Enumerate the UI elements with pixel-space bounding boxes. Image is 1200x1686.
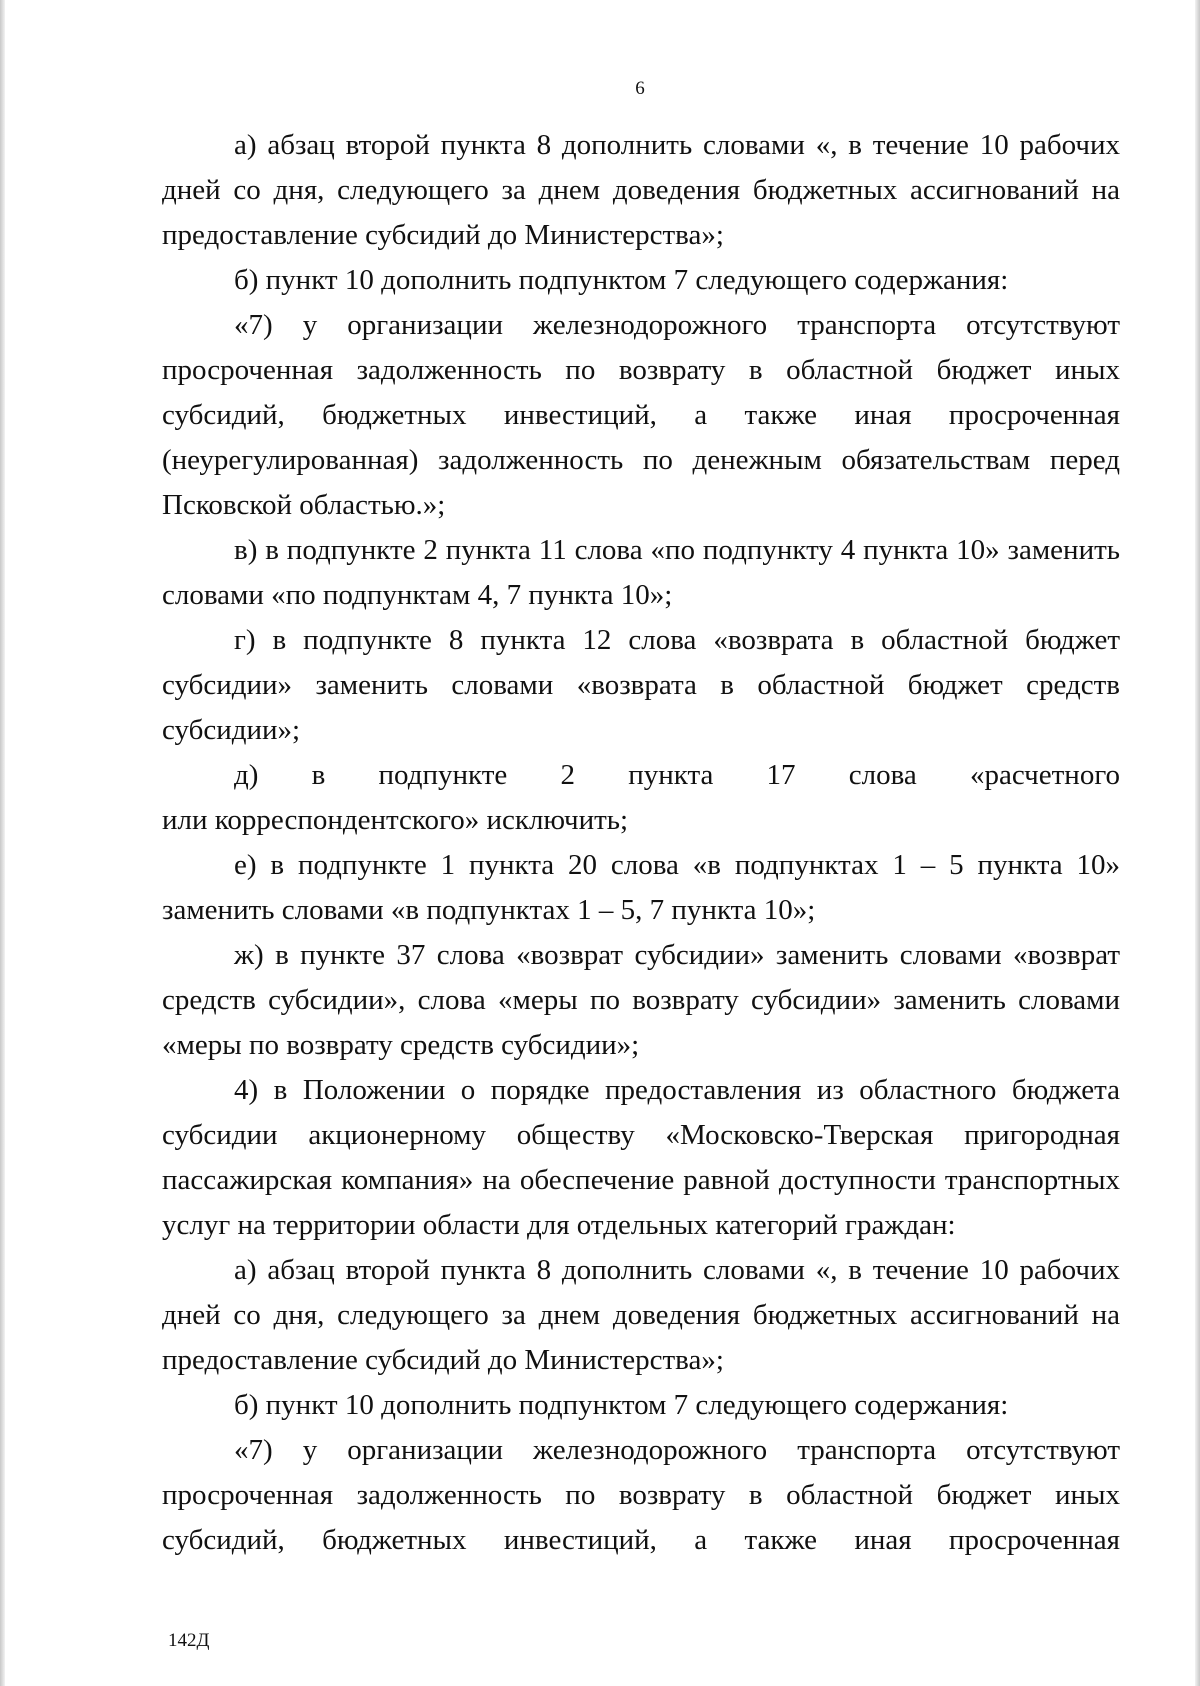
paragraph-8a-second: а) абзац второй пункта 8 дополнить словами «, в течение 10 рабочих дней со дня, следующего за днем доведения бюджетных ассигнований на предоставление субсидий до Министерства»; — [162, 1254, 1120, 1376]
paragraph-10b-second: б) пункт 10 дополнить подпунктом 7 следующего содержания: — [234, 1389, 1009, 1421]
paragraph-37zh: ж) в пункте 37 слова «возврат субсидии» заменить словами «возврат средств субсидии», слова «меры по возврату субсидии» заменить словами «меры по возврату средств субсидии»; — [162, 939, 1120, 1061]
paragraph-quote-7: «7) у организации железнодорожного транспорта отсутствуют просроченная задолженность по возврату в областной бюджет иных субсидий, бюджетных инвестиций, а также иная просроченная (неурегулированная) задолженность по денежным обязательствам перед Псковской областью.»; — [162, 309, 1120, 521]
document-body — [162, 123, 1120, 1563]
paragraph-4-polozhenie: 4) в Положении о порядке предоставления из областного бюджета субсидии акционерному обществу «Московско-Тверская пригородная пассажирская компания» на обеспечение равной доступности транспортных услуг на территории области для отдельных категорий граждан: — [162, 1074, 1120, 1241]
paragraph-11v: в) в подпункте 2 пункта 11 слова «по подпункту 4 пункта 10» заменить словами «по подпунктам 4, 7 пункта 10»; — [162, 534, 1120, 611]
scan-edge-left — [0, 0, 5, 1686]
document-code: 142Д — [168, 1630, 210, 1651]
paragraph-17d-line2: или корреспондентского» исключить; — [162, 804, 629, 836]
paragraph-12g: г) в подпункте 8 пункта 12 слова «возврата в областной бюджет субсидии» заменить словами «возврата в областной бюджет средств субсидии»; — [162, 624, 1120, 746]
paragraph-quote-7-second: «7) у организации железнодорожного транспорта отсутствуют просроченная задолженность по возврату в областной бюджет иных субсидий, бюджетных инвестиций, а также иная просроченная — [162, 1434, 1120, 1556]
paragraph-20e: е) в подпункте 1 пункта 20 слова «в подпунктах 1 – 5 пункта 10» заменить словами «в подпунктах 1 – 5, 7 пункта 10»; — [162, 849, 1120, 926]
paragraph-8a: а) абзац второй пункта 8 дополнить словами «, в течение 10 рабочих дней со дня, следующего за днем доведения бюджетных ассигнований на предоставление субсидий до Министерства»; — [162, 129, 1120, 251]
paragraph-10b: б) пункт 10 дополнить подпунктом 7 следующего содержания: — [234, 264, 1009, 296]
scan-edge-right — [1195, 0, 1200, 1686]
page-number: 6 — [635, 78, 645, 99]
paragraph-17d-line1: д) в подпункте 2 пункта 17 слова «расчетного — [234, 759, 1120, 791]
